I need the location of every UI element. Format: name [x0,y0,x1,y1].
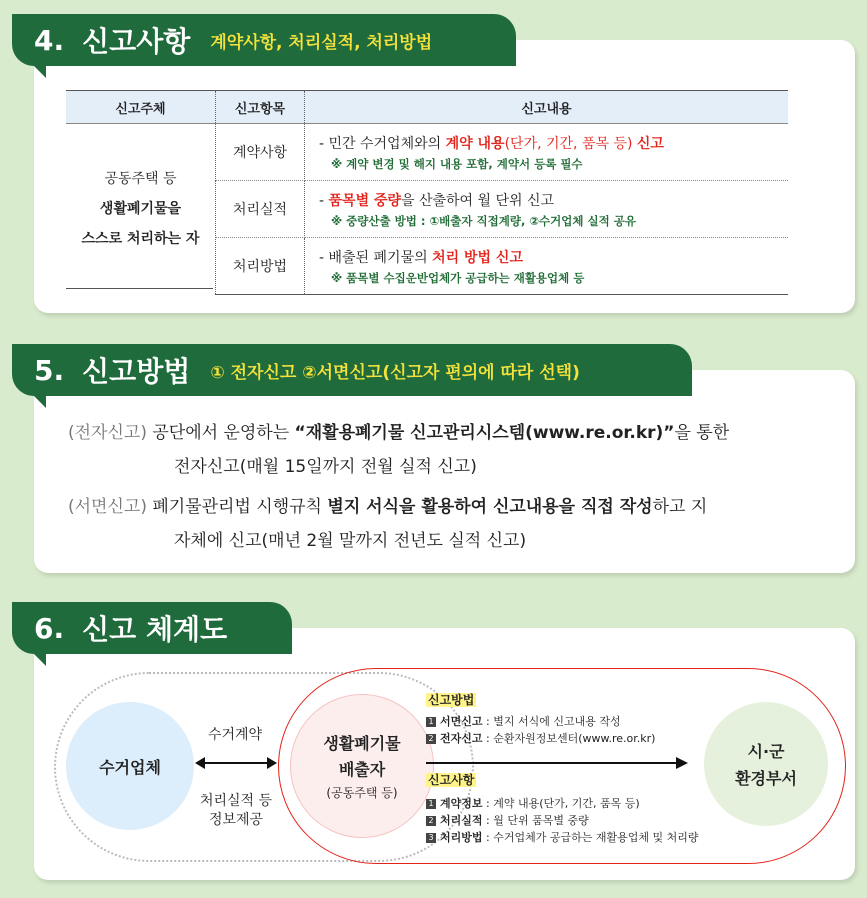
e-filing-label: (전자신고) [68,423,147,443]
item-2-bold: 처리실적 [440,814,483,827]
item-1-bold: 계약정보 [440,797,483,810]
number-2-icon: 2 [426,816,436,826]
section4-title: 신고사항 [82,25,191,58]
e-filing-pre: 공단에서 운영하는 [152,423,295,443]
section5-subtitle: ① 전자신고 ②서면신고(신고자 편의에 따라 선택) [210,362,580,383]
report-arrow [426,757,688,769]
section5-header [12,344,692,396]
emitter-line-1: 생활폐기물 [323,734,401,753]
content-method [305,238,789,295]
contract-text-red2: 신고 [636,135,664,152]
header-item: 신고항목 [216,91,305,124]
item-1-text: : 계약 내용(단가, 기간, 품목 등) [482,797,640,810]
table-header-row [66,91,788,124]
info-share-line-1: 처리실적 등 [199,793,273,809]
two-way-arrow [195,756,277,770]
method-1-bold: 서면신고 [440,715,483,728]
subject-line-1: 공동주택 등 [104,171,177,188]
method-text-red: 처리 방법 신고 [432,249,523,266]
method-1-text: : 별지 서식에 신고내용 작성 [482,715,621,728]
section6-title: 신고 체계도 [82,613,228,646]
info-share-line-2: 정보제공 [208,812,264,828]
section4-header [12,14,516,66]
contract-text-red: 계약 내용 [445,135,505,152]
e-filing-line-1 [68,416,848,450]
number-1-icon: 1 [426,717,436,727]
content-contract [305,124,789,181]
e-filing-line-2: 전자신고(매월 15일까지 전월 실적 신고) [174,457,477,477]
item-method: 처리방법 [216,238,305,295]
section5-number: 5. [34,353,65,387]
report-item-1 [426,795,698,812]
section4-tab-tail [34,66,46,78]
report-item-2 [426,812,698,829]
report-items-title: 신고사항 [428,773,475,787]
paper-filing-line-2: 자체에 신고(매년 2월 말까지 전년도 실적 신고) [174,531,527,551]
section5-card [34,370,855,573]
subject-line-2: 생활폐기물을 [99,201,182,218]
collector-label: 수거업체 [99,757,161,777]
contract-text-pre: - 민간 수거업체와의 [319,135,446,152]
item-3-text: : 수거업체가 공급하는 재활용업체 및 처리량 [482,831,699,844]
content-contract-note: ※ 계약 변경 및 해지 내용 포함, 계약서 등록 필수 [331,156,583,171]
collector-circle [66,702,194,830]
section6-header [12,602,292,654]
performance-text-red: 품목별 중량 [328,192,402,209]
performance-text-pre: - [319,192,329,209]
header-content: 신고내용 [305,91,789,124]
section4-number: 4. [34,23,65,57]
method-text-pre: - 배출된 폐기물의 [319,249,433,266]
number-3-icon: 3 [426,833,436,843]
report-method-title: 신고방법 [428,693,475,707]
subject-line-3: 스스로 처리하는 자 [81,231,200,248]
subject-cell [66,124,216,295]
contract-text-post: (단가, 기간, 품목 등) [504,135,637,152]
paper-filing-line-1 [68,490,848,524]
content-contract-main [319,133,787,153]
section6-tab-tail [34,654,46,666]
e-filing-post: 을 통한 [674,423,730,443]
contract-label: 수거계약 [207,727,263,743]
emitter-circle [290,694,434,838]
paper-filing-bold: 별지 서식을 활용하여 신고내용을 직접 작성 [327,497,653,517]
emitter-line-2: 배출자 [338,760,386,779]
report-method-item-2 [426,730,655,747]
number-2-icon: 2 [426,734,436,744]
section6-number: 6. [34,611,65,645]
content-performance [305,181,789,238]
government-circle [704,702,828,826]
section5-title: 신고방법 [82,355,191,388]
paper-filing-label: (서면신고) [68,497,147,517]
content-method-main [319,247,787,267]
method-2-bold: 전자신고 [440,732,483,745]
report-method-item-1 [426,713,655,730]
performance-text-post: 을 산출하여 월 단위 신고 [401,192,555,209]
gov-line-1: 시·군 [747,742,785,761]
item-contract: 계약사항 [216,124,305,181]
content-performance-main [319,190,787,210]
emitter-line-3: (공동주택 등) [326,786,398,800]
paper-filing-block [68,490,848,558]
paper-filing-post: 하고 지 [652,497,708,517]
gov-line-2: 환경부서 [735,769,797,788]
e-filing-bold: “재활용폐기물 신고관리시스템(www.re.or.kr)” [294,423,675,443]
subject-bottom-border [66,288,213,289]
info-share-label [186,792,286,830]
report-item-3 [426,829,698,846]
header-subject: 신고주체 [66,91,216,124]
content-performance-note: ※ 중량산출 방법 : ①배출자 직접계량, ②수거업체 실적 공유 [331,213,636,228]
item-performance: 처리실적 [216,181,305,238]
section4-subtitle: 계약사항, 처리실적, 처리방법 [210,32,433,53]
number-1-icon: 1 [426,799,436,809]
item-2-text: : 월 단위 품목별 중량 [482,814,589,827]
section5-tab-tail [34,396,46,408]
table-row [66,124,788,181]
e-filing-block [68,416,848,484]
item-3-bold: 처리방법 [440,831,483,844]
content-method-note: ※ 품목별 수집운반업체가 공급하는 재활용업체 등 [331,270,585,285]
report-method-block [426,692,655,747]
report-items-table [66,90,788,295]
method-2-text: : 순환자원정보센터(www.re.or.kr) [482,732,656,745]
paper-filing-pre: 폐기물관리법 시행규칙 [152,497,328,517]
report-items-block [426,772,698,846]
